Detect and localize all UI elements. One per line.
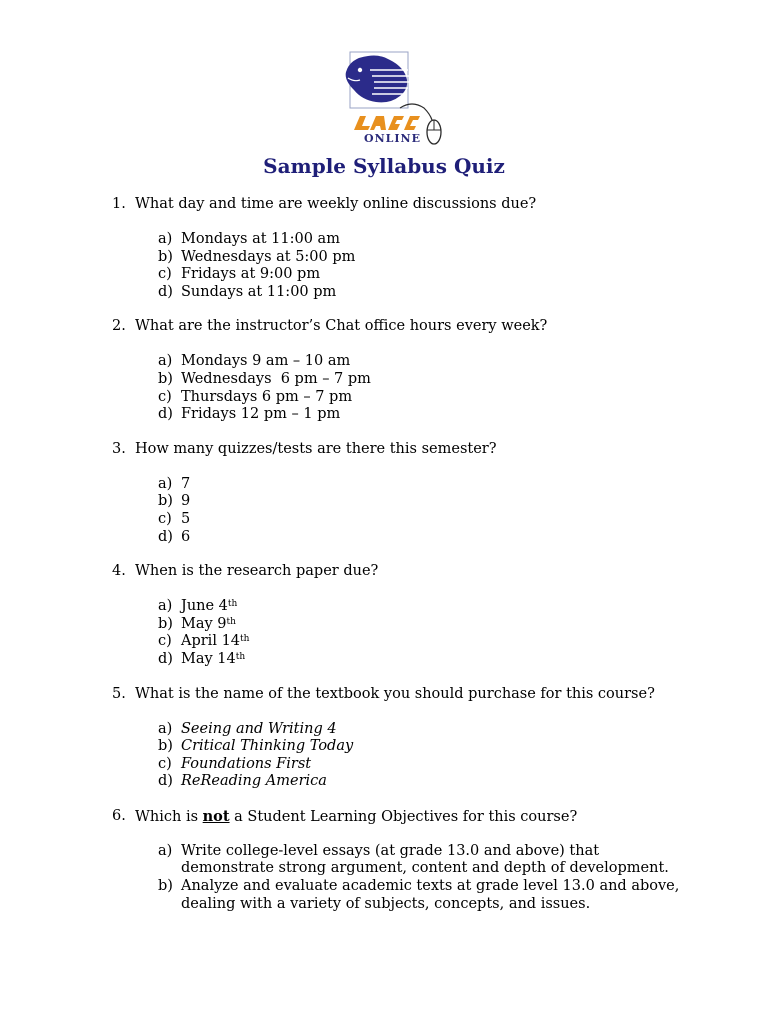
answer-option[interactable]	[0, 371, 768, 389]
option-letter: d)	[158, 650, 173, 667]
question-5	[0, 686, 768, 791]
answer-option[interactable]	[0, 756, 768, 774]
option-letter: c)	[158, 755, 172, 772]
option-text: Foundations First	[181, 755, 312, 772]
option-letter: b)	[158, 615, 173, 632]
option-text: Fridays at 9:00 pm	[181, 266, 321, 283]
answer-option[interactable]	[0, 721, 768, 739]
option-letter: b)	[158, 370, 173, 387]
option-letter: d)	[158, 528, 173, 545]
option-text: Wednesdays at 5:00 pm	[181, 248, 356, 265]
option-text: Seeing and Writing 4	[181, 720, 337, 737]
option-text: Fridays 12 pm – 1 pm	[181, 406, 341, 423]
question-number: 1.	[112, 196, 126, 212]
answer-option[interactable]	[0, 511, 768, 529]
answer-option[interactable]	[0, 843, 768, 878]
answer-option[interactable]	[0, 651, 768, 669]
answer-options	[0, 231, 768, 301]
question-line	[0, 196, 768, 214]
ordinal-suffix: th	[227, 599, 238, 610]
question-line	[0, 441, 768, 459]
option-text: ReReading America	[181, 773, 327, 790]
question-line	[0, 686, 768, 704]
question-line	[0, 563, 768, 581]
question-number: 3.	[112, 440, 126, 457]
question-text: What day and time are weekly online discussions due?	[135, 196, 537, 212]
option-text: 9	[181, 493, 191, 510]
option-text: Write college-level essays (at grade 13.0 and above) that demonstrate strong argument, content and depth of development.	[181, 842, 669, 877]
ordinal-suffix: th	[235, 651, 246, 662]
option-text: May 9	[181, 615, 227, 632]
option-letter: a)	[158, 598, 173, 615]
answer-option[interactable]	[0, 878, 768, 913]
question-line	[0, 318, 768, 336]
option-text: Mondays at 11:00 am	[181, 231, 340, 247]
option-letter: b)	[158, 493, 173, 510]
logo-caption: ONLINE	[364, 132, 421, 145]
ordinal-suffix: th	[226, 616, 236, 627]
answer-options	[0, 353, 768, 423]
question-number: 5.	[112, 685, 126, 702]
answer-options	[0, 721, 768, 791]
answer-option[interactable]	[0, 738, 768, 756]
answer-option[interactable]	[0, 476, 768, 494]
option-letter: c)	[158, 633, 172, 650]
answer-option[interactable]	[0, 633, 768, 651]
page-title: Sample Syllabus Quiz	[263, 154, 505, 178]
question-text: What are the instructor’s Chat office hours every week?	[135, 318, 548, 335]
question-number: 2.	[112, 318, 126, 335]
answer-options	[0, 843, 768, 913]
answer-option[interactable]	[0, 266, 768, 284]
answer-option[interactable]	[0, 284, 768, 302]
option-text: 5	[181, 510, 191, 527]
question-4	[0, 563, 768, 668]
answer-option[interactable]	[0, 616, 768, 634]
question-text: How many quizzes/tests are there this semester?	[135, 440, 497, 457]
option-letter: a)	[158, 842, 173, 859]
option-text: Analyze and evaluate academic texts at grade level 13.0 and above, dealing with a variety of subjects, concepts, and issues.	[181, 878, 680, 912]
option-text: Sundays at 11:00 pm	[181, 283, 337, 300]
option-letter: c)	[158, 266, 172, 283]
option-text: June 4	[181, 598, 228, 615]
option-letter: a)	[158, 720, 173, 737]
option-letter: d)	[158, 406, 173, 423]
answer-option[interactable]	[0, 529, 768, 547]
answer-option[interactable]	[0, 249, 768, 267]
answer-option[interactable]	[0, 493, 768, 511]
question-number: 4.	[112, 563, 126, 580]
option-text: Thursdays 6 pm – 7 pm	[181, 388, 353, 405]
question-2	[0, 318, 768, 423]
answer-option[interactable]	[0, 773, 768, 791]
option-letter: b)	[158, 878, 173, 895]
option-letter: b)	[158, 248, 173, 265]
option-text: Wednesdays 6 pm – 7 pm	[181, 370, 371, 387]
quiz-questions	[0, 196, 768, 930]
question-6	[0, 808, 768, 913]
option-letter: c)	[158, 510, 172, 527]
option-letter: d)	[158, 773, 173, 790]
question-text: Which is	[135, 808, 203, 825]
answer-options	[0, 598, 768, 668]
answer-option[interactable]	[0, 406, 768, 424]
answer-options	[0, 476, 768, 546]
question-text: a Student Learning Objectives for this course?	[229, 808, 578, 825]
question-line	[0, 808, 768, 826]
option-text: 6	[181, 528, 191, 545]
answer-option[interactable]	[0, 231, 768, 249]
question-text: When is the research paper due?	[135, 563, 379, 580]
option-text: 7	[181, 475, 191, 492]
option-letter: a)	[158, 353, 173, 370]
option-letter: a)	[158, 231, 173, 247]
option-letter: b)	[158, 738, 173, 755]
question-number: 6.	[112, 807, 126, 824]
option-text: May 14	[181, 650, 236, 667]
answer-option[interactable]	[0, 598, 768, 616]
question-text: What is the name of the textbook you should purchase for this course?	[135, 685, 655, 702]
question-emphasis: not	[202, 807, 230, 825]
question-1	[0, 196, 768, 301]
option-text: Critical Thinking Today	[181, 738, 354, 755]
question-3	[0, 441, 768, 546]
option-letter: c)	[158, 388, 172, 405]
ordinal-suffix: th	[240, 634, 250, 645]
option-text: April 14	[181, 633, 241, 650]
option-text: Mondays 9 am – 10 am	[181, 353, 351, 370]
answer-option[interactable]	[0, 353, 768, 371]
answer-option[interactable]	[0, 389, 768, 407]
option-letter: a)	[158, 475, 173, 492]
option-letter: d)	[158, 283, 173, 300]
